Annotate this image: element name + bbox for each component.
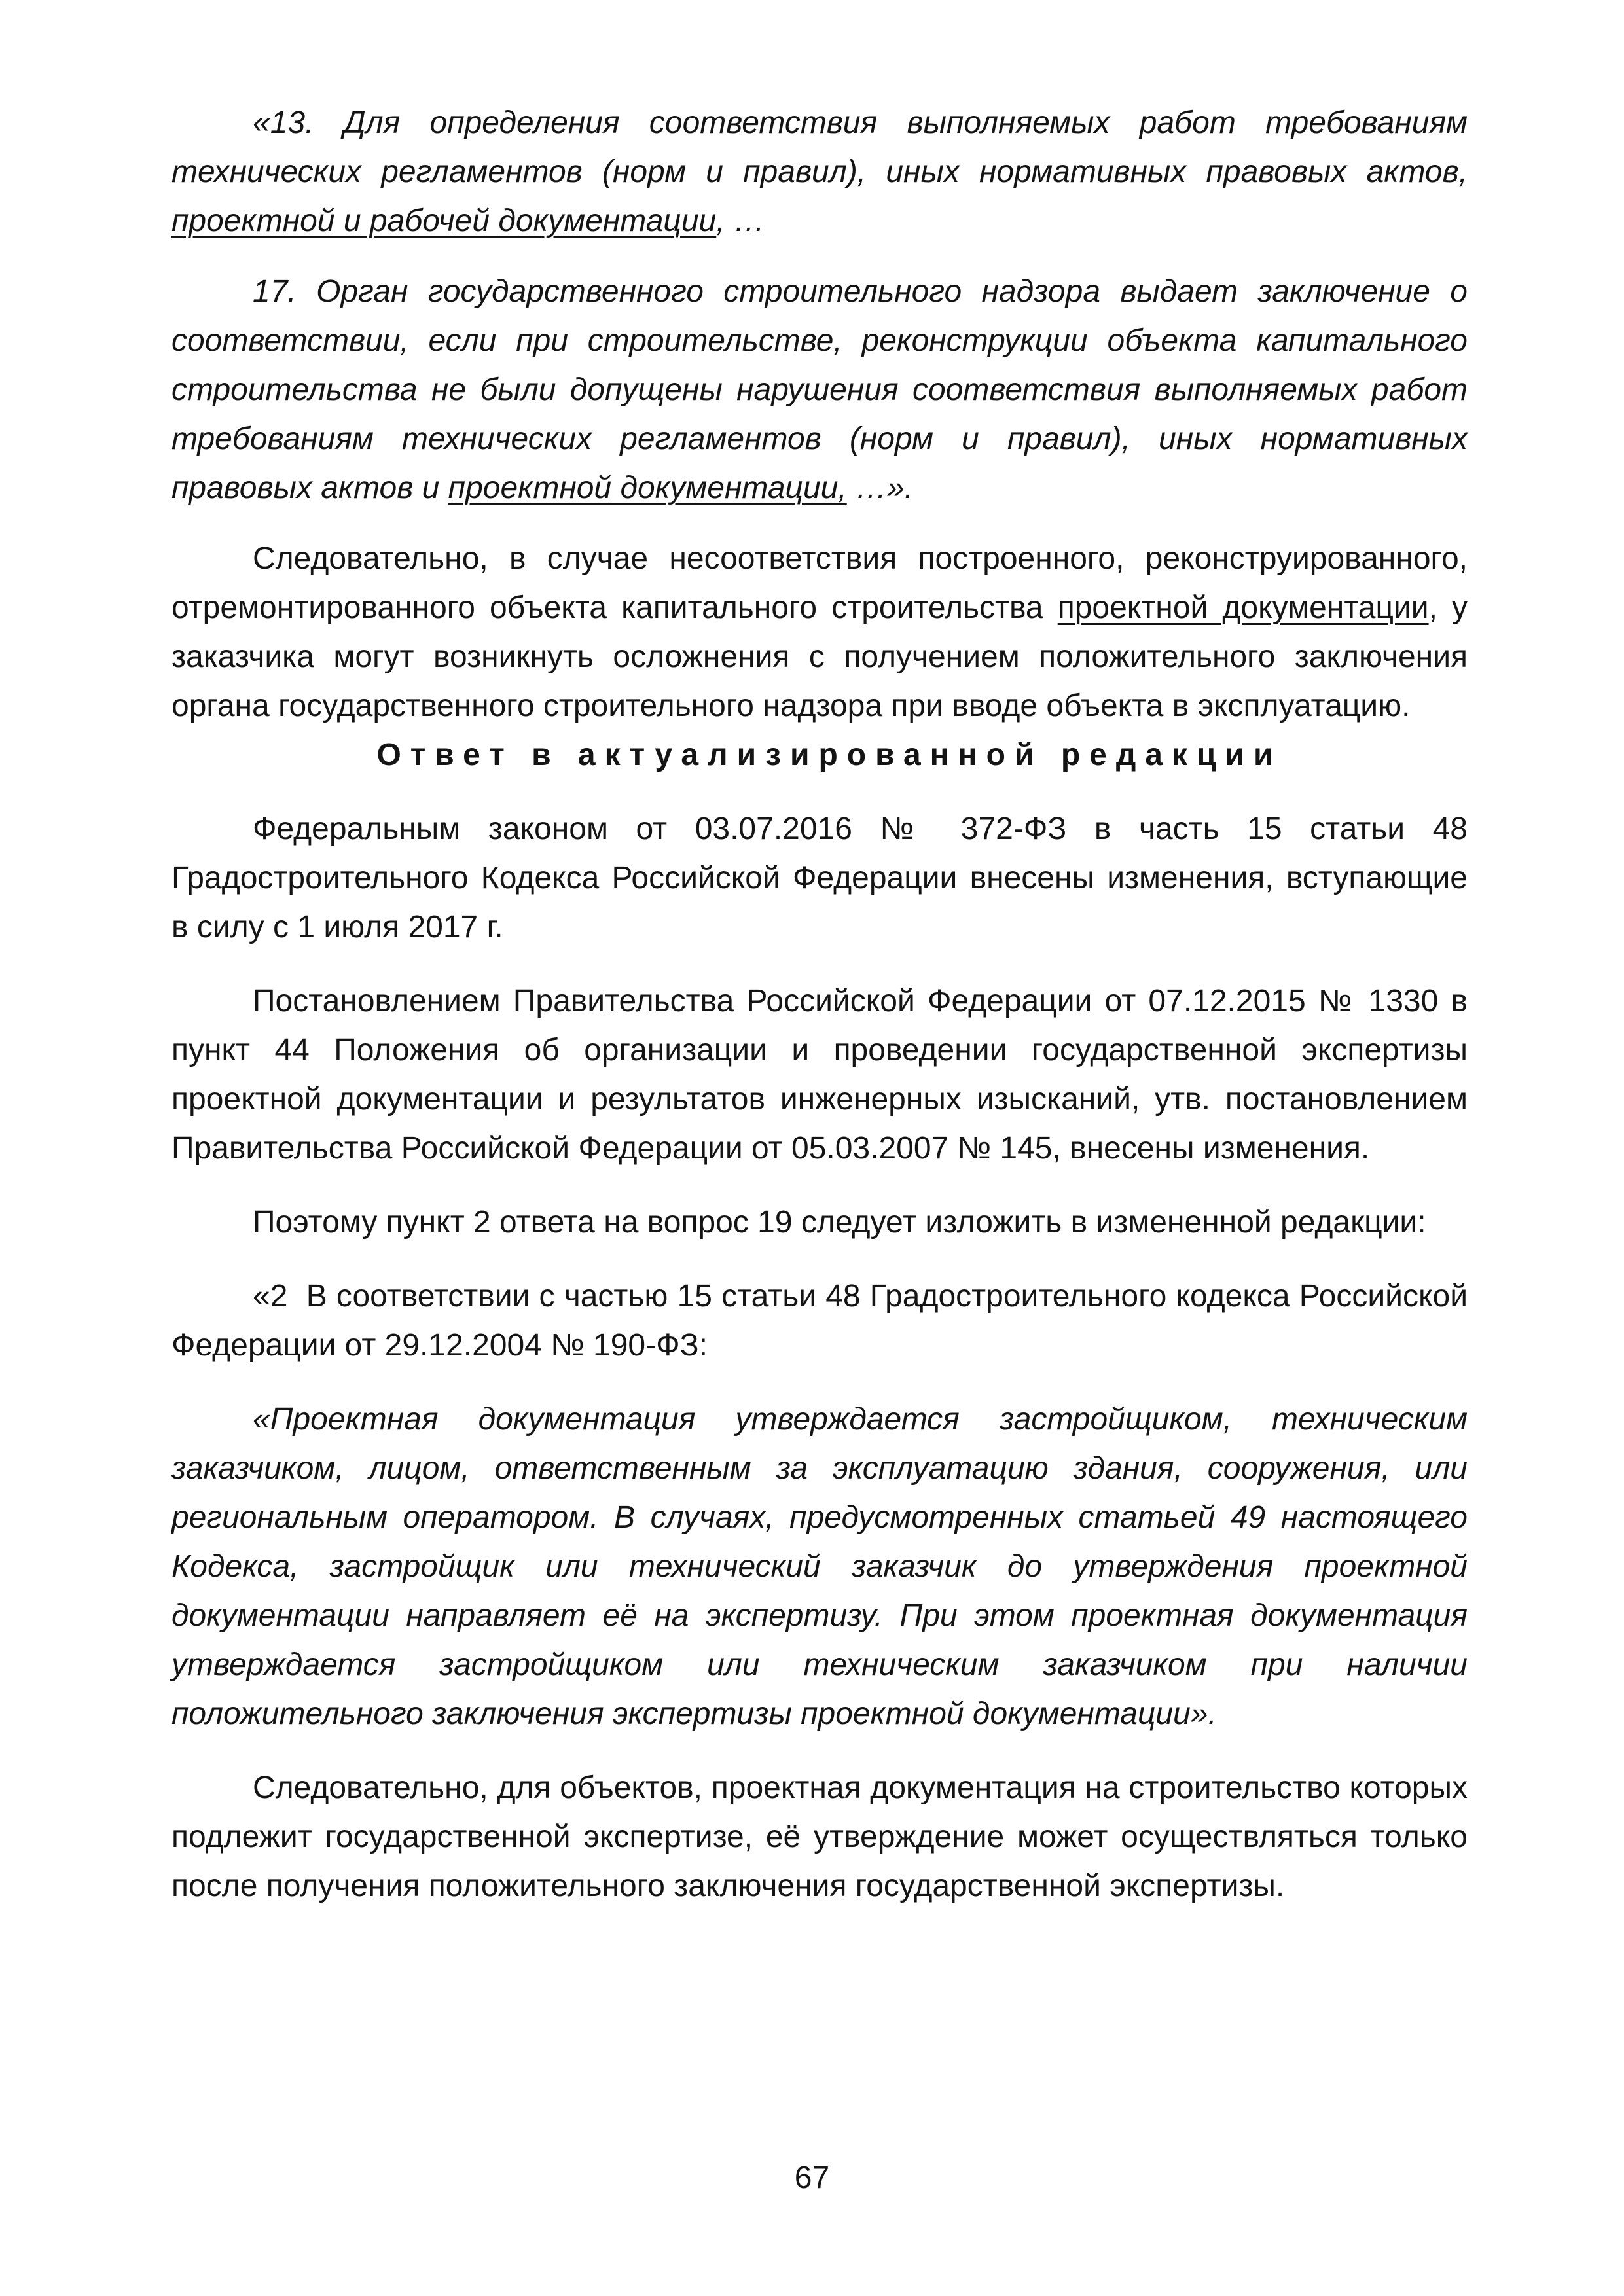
federal-law-paragraph: Федеральным законом от 03.07.2016 № 372-ФЗ в часть 15 статьи 48 Градостроительного Кодекса Российской Федерации внесены изменения, вступающие в силу с 1 июля 2017 г.	[171, 812, 1468, 944]
page-content	[171, 98, 1477, 1910]
quote-13-text: «13. Для определения соответствия выполняемых работ требованиям технических регламентов (норм и правил), иных нормативных правовых актов,	[171, 105, 1468, 189]
consequence-underlined: проектной документации	[1057, 590, 1429, 625]
quote-17-text: 17. Орган государственного строительного надзора выдает заключение о соответствии, если при строительстве, реконструкции объекта капитального строительства не были допущены нарушения соответствия выполняемых работ требованиям технических регламентов (норм и правил), иных нормативных правовых актов и	[171, 274, 1468, 505]
government-decree-paragraph: Постановлением Правительства Российской Федерации от 07.12.2015 № 1330 в пункт 44 Положения об организации и проведении государственной экспертизы проектной документации и результатов инженерных изысканий, утв. постановлением Правительства Российской Федерации от 05.03.2007 № 145, внесены изменения.	[171, 984, 1468, 1166]
section-heading: Ответ в актуализированной редакции	[376, 738, 1282, 772]
quote-paragraph-17	[171, 267, 1468, 512]
therefore-paragraph: Поэтому пункт 2 ответа на вопрос 19 следует изложить в измененной редакции:	[253, 1205, 1426, 1240]
quote-13-tail: , …	[716, 204, 765, 238]
item-2-paragraph: «2 В соответствии с частью 15 статьи 48 Градостроительного кодекса Российской Федерации от 29.12.2004 № 190-ФЗ:	[171, 1279, 1477, 1363]
quote-paragraph-13	[171, 98, 1468, 245]
consequence-paragraph	[171, 534, 1468, 730]
page-number: 67	[794, 2161, 830, 2195]
quote-17-tail: …».	[846, 471, 914, 505]
quote-17-underlined: проектной документации,	[448, 471, 847, 505]
conclusion-paragraph: Следовательно, для объектов, проектная документация на строительство которых подлежит государственной экспертизе, её утверждение может осуществляться только после получения положительного заключения государственной экспертизы.	[171, 1770, 1468, 1903]
consequence-text: Следовательно, в случае несоответствия построенного, реконструированного, отремонтированного объекта капитального строительства	[171, 541, 1468, 625]
code-quote-paragraph: «Проектная документация утверждается застройщиком, техническим заказчиком, лицом, ответственным за эксплуатацию здания, сооружения, или региональным оператором. В случаях, предусмотренных статьей 49 настоящего Кодекса, застройщик или технический заказчик до утверждения проектной документации направляет её на экспертизу. При этом проектная документация утверждается застройщиком или техническим заказчиком при наличии положительного заключения экспертизы проектной документации».	[171, 1402, 1468, 1731]
consequence-tail: , у заказчика могут возникнуть осложнения с получением положительного заключения органа государственного строительного надзора при вводе объекта в эксплуатацию.	[171, 590, 1468, 723]
quote-13-underlined: проектной и рабочей документации	[171, 204, 717, 238]
